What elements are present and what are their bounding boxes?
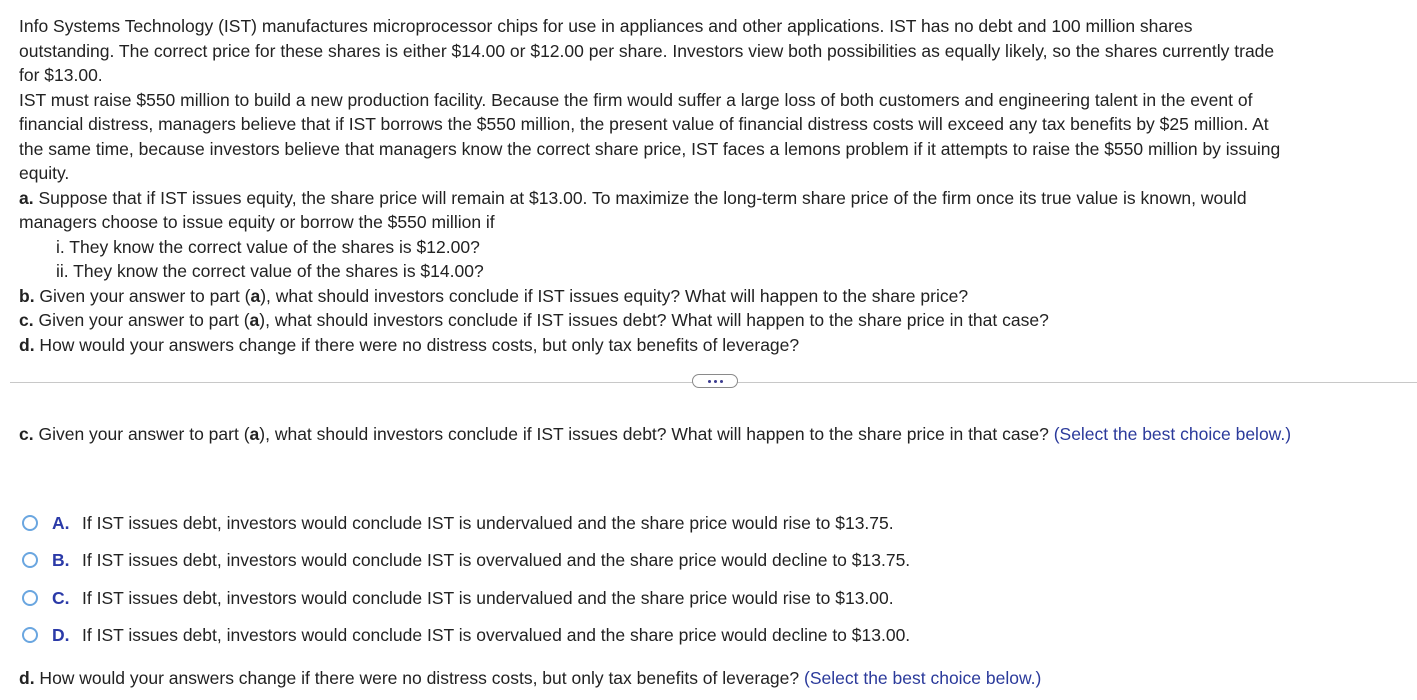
part-c-text-after: ), what should investors conclude if IST issues debt? What will happen to the share price in that case? bbox=[259, 310, 1049, 330]
part-b-text-after: ), what should investors conclude if IST issues equity? What will happen to the share price? bbox=[260, 285, 969, 306]
intro-line-3: for $13.00. bbox=[19, 65, 103, 85]
choice-text: If IST issues debt, investors would conclude IST is overvalued and the share price would decline to $13.75. bbox=[82, 550, 911, 570]
choice-text: If IST issues debt, investors would conclude IST is undervalued and the share price would rise to $13.00. bbox=[82, 587, 894, 608]
select-hint: (Select the best choice below.) bbox=[804, 668, 1042, 688]
part-b-text-before: Given your answer to part ( bbox=[34, 285, 251, 306]
part-b-label: b. bbox=[19, 285, 35, 306]
part-c-line bbox=[19, 308, 1417, 333]
choice-d[interactable] bbox=[22, 617, 910, 655]
part-d-label: d. bbox=[19, 334, 35, 355]
part-c-label: c. bbox=[19, 310, 34, 330]
radio-button[interactable] bbox=[22, 627, 38, 643]
current-part-d-text: How would your answers change if there were no distress costs, but only tax benefits of leverage? bbox=[34, 668, 804, 688]
part-b-ref: a bbox=[250, 285, 261, 306]
choice-letter: C. bbox=[52, 587, 70, 608]
intro-line-2: outstanding. The correct price for these shares is either $14.00 or $12.00 per share. Investors view both possibilities as equally likely, so the shares currently trade bbox=[19, 40, 1275, 61]
intro-line-7: equity. bbox=[19, 163, 70, 183]
next-question-prompt bbox=[19, 666, 1399, 691]
current-part-c-ref: a bbox=[249, 424, 260, 444]
part-a-label: a. bbox=[19, 187, 34, 208]
more-dots-icon bbox=[708, 380, 711, 383]
choice-text: If IST issues debt, investors would conclude IST is undervalued and the share price would rise to $13.75. bbox=[82, 512, 894, 533]
choice-b[interactable] bbox=[22, 542, 910, 580]
part-a-line-2: managers choose to issue equity or borrow the $550 million if bbox=[19, 212, 495, 232]
expand-question-button[interactable] bbox=[692, 374, 738, 388]
part-a-text-1: Suppose that if IST issues equity, the share price will remain at $13.00. To maximize the long-term share price of the firm once its true value is known, would bbox=[33, 187, 1247, 208]
choice-c[interactable] bbox=[22, 579, 910, 617]
radio-button[interactable] bbox=[22, 590, 38, 606]
intro-line-6: the same time, because investors believe that managers know the correct share price, IST faces a lemons problem if it attempts to raise the $550 million by issuing bbox=[19, 138, 1281, 159]
intro-line-1: Info Systems Technology (IST) manufactures microprocessor chips for use in appliances and other applications. IST has no debt and 100 million shares bbox=[19, 16, 1193, 36]
part-a-sub-i: i. They know the correct value of the shares is $12.00? bbox=[56, 236, 480, 257]
part-d-line bbox=[19, 333, 1417, 358]
choice-a[interactable] bbox=[22, 504, 910, 542]
current-part-d-label: d. bbox=[19, 668, 35, 688]
choice-text: If IST issues debt, investors would conclude IST is overvalued and the share price would decline to $13.00. bbox=[82, 625, 911, 645]
answer-choices bbox=[22, 504, 910, 654]
choice-letter: A. bbox=[52, 512, 70, 533]
question-text bbox=[19, 14, 1417, 357]
intro-line-5: financial distress, managers believe that if IST borrows the $550 million, the present value of financial distress costs will exceed any tax benefits by $25 million. At bbox=[19, 114, 1269, 134]
more-dots-icon bbox=[714, 380, 717, 383]
radio-button[interactable] bbox=[22, 552, 38, 568]
intro-line-4: IST must raise $550 million to build a new production facility. Because the firm would suffer a large loss of both customers and engineering talent in the event of bbox=[19, 89, 1253, 110]
current-part-c-text-before: Given your answer to part ( bbox=[33, 424, 250, 444]
current-question-prompt bbox=[19, 422, 1399, 447]
part-a-sub-ii: ii. They know the correct value of the shares is $14.00? bbox=[56, 261, 484, 281]
choice-letter: B. bbox=[52, 550, 70, 570]
part-c-ref: a bbox=[249, 310, 260, 330]
part-b-line bbox=[19, 284, 1417, 309]
radio-button[interactable] bbox=[22, 515, 38, 531]
more-dots-icon bbox=[720, 380, 723, 383]
part-a-line-1 bbox=[19, 186, 1417, 211]
select-hint: (Select the best choice below.) bbox=[1053, 424, 1292, 444]
part-c-text-before: Given your answer to part ( bbox=[33, 310, 250, 330]
part-d-text: How would your answers change if there were no distress costs, but only tax benefits of leverage? bbox=[34, 334, 800, 355]
choice-letter: D. bbox=[52, 625, 70, 645]
current-part-c-label: c. bbox=[19, 424, 34, 444]
current-part-c-text-after: ), what should investors conclude if IST issues debt? What will happen to the share price in that case? bbox=[259, 424, 1054, 444]
